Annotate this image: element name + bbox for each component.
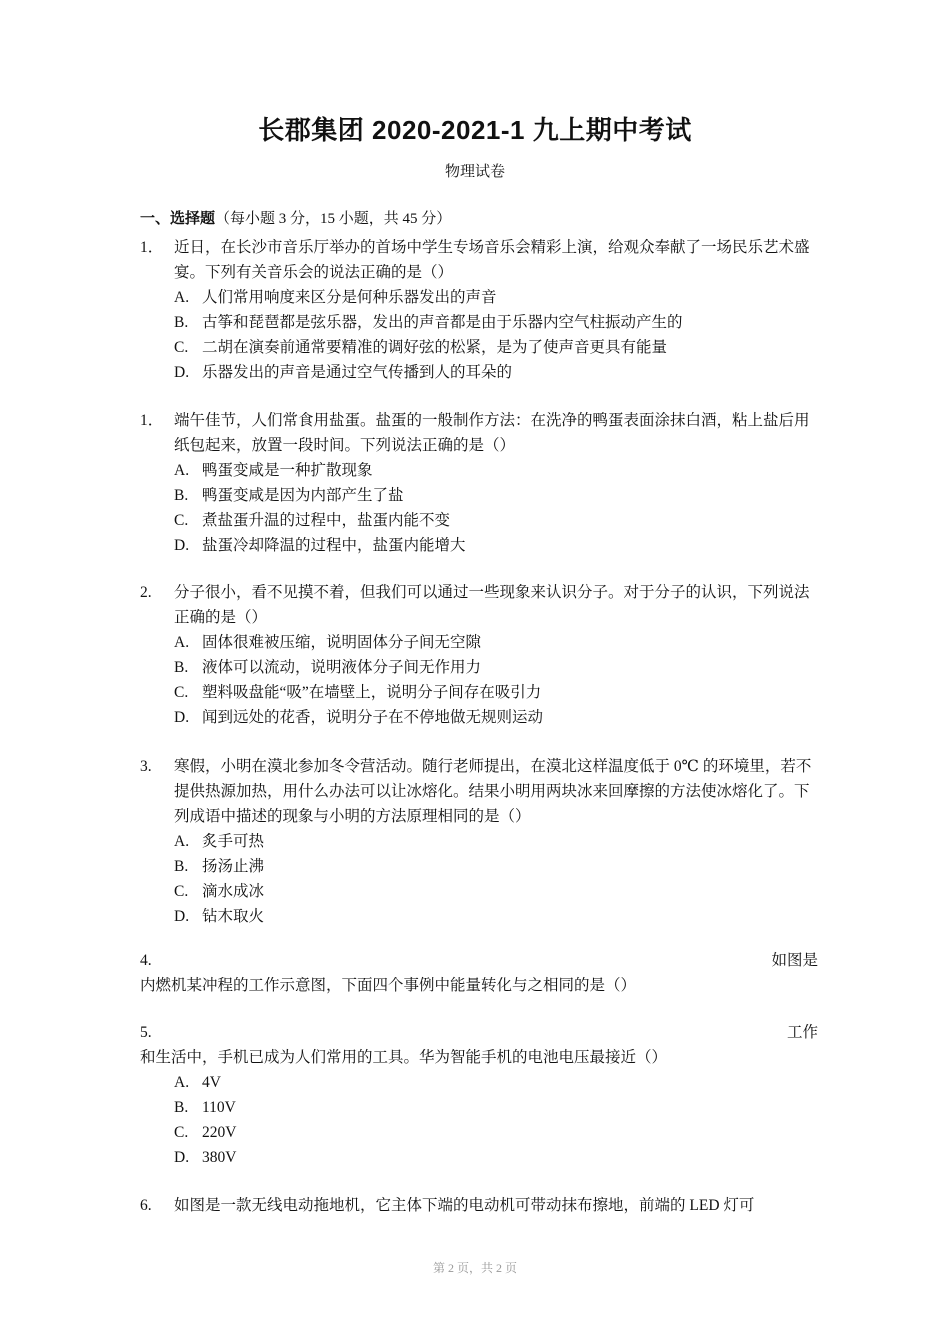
question-stem: 内燃机某冲程的工作示意图，下面四个事例中能量转化与之相同的是（） [140,977,637,994]
option-text: 扬汤止沸 [202,858,265,875]
option-c [140,1120,818,1145]
document-title: 长郡集团 2020-2021-1 九上期中考试 [258,115,692,145]
option-label: B. [174,659,189,676]
question-4 [140,948,818,998]
option-text: 盐蛋冷却降温的过程中，盐蛋内能增大 [202,537,466,554]
option-c [140,335,818,360]
option-text: 炙手可热 [202,833,265,850]
option-b [140,483,818,508]
option-label: C. [174,1124,189,1141]
question-1 [140,235,818,385]
option-a [140,1070,818,1095]
option-b [140,1095,818,1120]
option-c [140,508,818,533]
option-label: D. [174,1149,190,1166]
option-d [140,533,818,558]
option-label: B. [174,1099,189,1116]
option-text: 塑料吸盘能“吸”在墙壁上，说明分子间存在吸引力 [202,684,542,701]
option-label: A. [174,634,190,651]
option-d [140,904,818,929]
option-c [140,879,818,904]
option-text: 钻木取火 [202,908,265,925]
option-label: C. [174,684,189,701]
question-number: 2. [140,584,152,601]
question-stem: 近日，在长沙市音乐厅举办的首场中学生专场音乐会精彩上演，给观众奉献了一场民乐艺术盛宴。下列有关音乐会的说法正确的是（） [174,239,810,281]
option-text: 380V [202,1149,237,1166]
option-text: 液体可以流动，说明液体分子间无作用力 [202,659,482,676]
question-number: 6. [140,1197,152,1214]
option-b [140,854,818,879]
question-stem-start: 工作 [786,1024,818,1041]
option-d [140,705,818,730]
option-text: 鸭蛋变咸是一种扩散现象 [202,462,373,479]
option-label: D. [174,709,190,726]
option-label: A. [174,289,190,306]
question-stem-start: 如图是 [771,952,818,969]
option-text: 古筝和琵琶都是弦乐器，发出的声音都是由于乐器内空气柱振动产生的 [202,314,683,331]
question-stem: 分子很小，看不见摸不着，但我们可以通过一些现象来认识分子。对于分子的认识，下列说法正确的是（） [174,584,810,626]
option-text: 固体很难被压缩，说明固体分子间无空隙 [202,634,482,651]
question-stem: 寒假，小明在漠北参加冬令营活动。随行老师提出，在漠北这样温度低于 0℃ 的环境里，若不提供热源加热，用什么办法可以让冰熔化。结果小明用两块冰来回摩擦的方法使冰熔化了。下列成语中描述的现象与小明的方法原理相同的是（） [174,758,812,825]
option-text: 220V [202,1124,237,1141]
option-text: 煮盐蛋升温的过程中，盐蛋内能不变 [202,512,451,529]
option-label: B. [174,314,189,331]
section-heading [140,207,451,228]
section-heading-rest: （每小题 3 分，15 小题，共 45 分） [215,211,452,227]
option-label: B. [174,858,189,875]
document-subtitle: 物理试卷 [444,163,505,180]
option-d [140,1145,818,1170]
option-a [140,458,818,483]
section-heading-bold: 一、选择题 [140,210,216,227]
option-label: A. [174,1074,190,1091]
question-stem: 端午佳节，人们常食用盐蛋。盐蛋的一般制作方法：在洗净的鸭蛋表面涂抹白酒，粘上盐后用纸包起来，放置一段时间。下列说法正确的是（） [174,412,810,454]
option-label: B. [174,487,189,504]
option-label: C. [174,339,189,356]
option-label: D. [174,908,190,925]
question-number: 1． [140,412,164,429]
question-number: 1． [140,239,164,256]
option-d [140,360,818,385]
option-text: 闻到远处的花香，说明分子在不停地做无规则运动 [202,709,544,726]
question-number: 5. [140,1024,152,1041]
option-text: 鸭蛋变咸是因为内部产生了盐 [202,487,404,504]
option-text: 4V [202,1074,221,1091]
question-6 [140,1193,818,1218]
option-a [140,829,818,854]
question-stem: 如图是一款无线电动拖地机，它主体下端的电动机可带动抹布擦地，前端的 LED 灯可 [174,1197,755,1214]
option-a [140,285,818,310]
option-text: 二胡在演奏前通常要精准的调好弦的松紧，是为了使声音更具有能量 [202,339,668,356]
option-label: C. [174,512,189,529]
question-2 [140,580,818,730]
question-number: 3. [140,758,152,775]
option-label: D. [174,364,190,381]
question-stem: 和生活中，手机已成为人们常用的工具。华为智能手机的电池电压最接近（） [140,1049,668,1066]
option-label: D. [174,537,190,554]
question-1b [140,408,818,558]
option-text: 乐器发出的声音是通过空气传播到人的耳朵的 [202,364,513,381]
option-text: 人们常用响度来区分是何种乐器发出的声音 [202,289,497,306]
question-3 [140,754,818,929]
option-c [140,680,818,705]
option-text: 110V [202,1099,236,1116]
option-a [140,630,818,655]
option-label: A. [174,833,190,850]
option-b [140,655,818,680]
option-label: A. [174,462,190,479]
question-5 [140,1020,818,1170]
option-b [140,310,818,335]
page-footer: 第 2 页，共 2 页 [432,1261,517,1275]
question-number: 4. [140,952,152,969]
option-label: C. [174,883,189,900]
option-text: 滴水成冰 [202,883,265,900]
